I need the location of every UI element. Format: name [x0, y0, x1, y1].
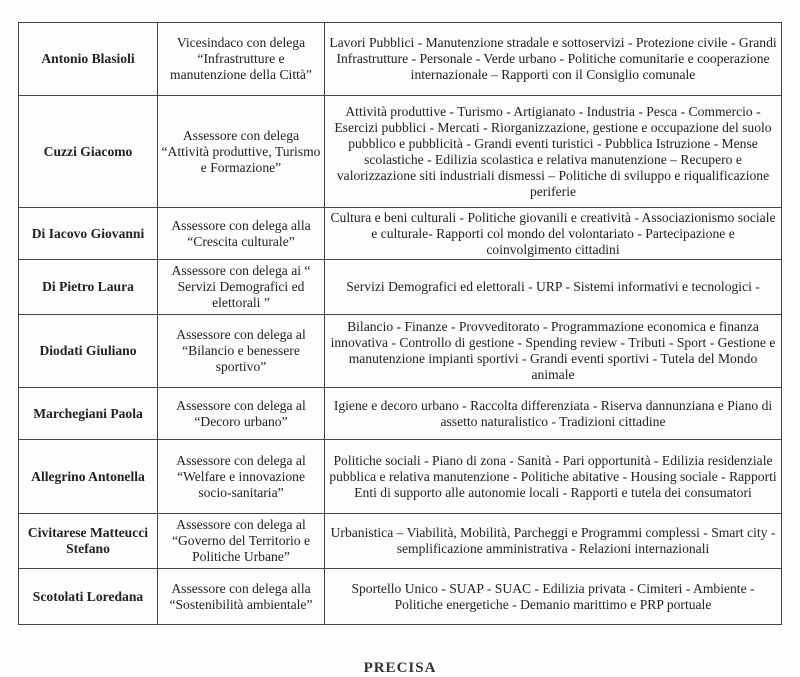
table-row — [19, 23, 782, 96]
assessore-name: Diodati Giuliano — [19, 315, 158, 388]
assessore-deleghe: Servizi Demografici ed elettorali - URP - Sistemi informativi e tecnologici - — [325, 260, 782, 315]
deleghe-table — [18, 22, 782, 625]
assessore-deleghe: Urbanistica – Viabilità, Mobilità, Parcheggi e Programmi complessi - Smart city - semplificazione amministrativa - Relazioni internazionali — [325, 514, 782, 569]
assessore-name: Civitarese Matteucci Stefano — [19, 514, 158, 569]
assessore-deleghe: Bilancio - Finanze - Provveditorato - Programmazione economica e finanza innovativa - Controllo di gestione - Spending review - Tributi - Sport - Gestione e manutenzione impianti sportivi - Grandi eventi sportivi - Tutela del Mondo animale — [325, 315, 782, 388]
assessore-deleghe: Politiche sociali - Piano di zona - Sanità - Pari opportunità - Edilizia residenziale pubblica e relativa manutenzione - Politiche abitative - Housing sociale - Rapporti Enti di supporto alle autonomie locali - Rapporti e tutela dei consumatori — [325, 440, 782, 514]
assessore-name: Allegrino Antonella — [19, 440, 158, 514]
assessore-role: Assessore con delega al “Decoro urbano” — [158, 388, 325, 440]
assessore-deleghe: Sportello Unico - SUAP - SUAC - Edilizia privata - Cimiteri - Ambiente - Politiche energetiche - Demanio marittimo e PRP portuale — [325, 569, 782, 625]
assessore-deleghe: Lavori Pubblici - Manutenzione stradale e sottoservizi - Protezione civile - Grandi Infrastrutture - Personale - Verde urbano - Politiche comunitarie e cooperazione internazionale – Rapporti con il Consiglio comunale — [325, 23, 782, 96]
table-row — [19, 260, 782, 315]
table-row — [19, 315, 782, 388]
assessore-deleghe: Attività produttive - Turismo - Artigianato - Industria - Pesca - Commercio -Esercizi pubblici - Mercati - Riorganizzazione, gestione e occupazione del suolo pubblico e pubblicità - Grandi eventi turistici - Pubblica Istruzione - Mense scolastiche - Edilizia scolastica e relativa manutenzione – Recupero e valorizzazione siti industriali dismessi – Politiche di sviluppo e riqualificazione periferie — [325, 96, 782, 208]
assessore-name: Scotolati Loredana — [19, 569, 158, 625]
assessore-deleghe: Igiene e decoro urbano - Raccolta differenziata - Riserva dannunziana e Piano di assetto naturalistico - Tradizioni cittadine — [325, 388, 782, 440]
table-row — [19, 569, 782, 625]
assessore-role: Assessore con delega al “Bilancio e benessere sportivo” — [158, 315, 325, 388]
assessore-deleghe: Cultura e beni culturali - Politiche giovanili e creatività - Associazionismo sociale e culturale- Rapporti col mondo del volontariato - Partecipazione e coinvolgimento cittadini — [325, 208, 782, 260]
assessore-role: Assessore con delega ai “ Servizi Demografici ed elettorali ” — [158, 260, 325, 315]
table-row — [19, 96, 782, 208]
assessore-name: Di Pietro Laura — [19, 260, 158, 315]
assessore-name: Marchegiani Paola — [19, 388, 158, 440]
assessore-role: Assessore con delega al “Governo del Territorio e Politiche Urbane” — [158, 514, 325, 569]
assessore-role: Assessore con delega alla “Crescita culturale” — [158, 208, 325, 260]
table-row — [19, 388, 782, 440]
assessore-name: Antonio Blasioli — [19, 23, 158, 96]
assessore-role: Vicesindaco con delega “Infrastrutture e manutenzione della Città” — [158, 23, 325, 96]
assessore-name: Di Iacovo Giovanni — [19, 208, 158, 260]
table-row — [19, 208, 782, 260]
table-row — [19, 440, 782, 514]
footer-heading: PRECISA — [363, 660, 437, 676]
assessore-role: Assessore con delega alla “Sostenibilità ambientale” — [158, 569, 325, 625]
assessore-name: Cuzzi Giacomo — [19, 96, 158, 208]
assessore-role: Assessore con delega al “Welfare e innovazione socio-sanitaria” — [158, 440, 325, 514]
table-row — [19, 514, 782, 569]
assessore-role: Assessore con delega “Attività produttive, Turismo e Formazione” — [158, 96, 325, 208]
